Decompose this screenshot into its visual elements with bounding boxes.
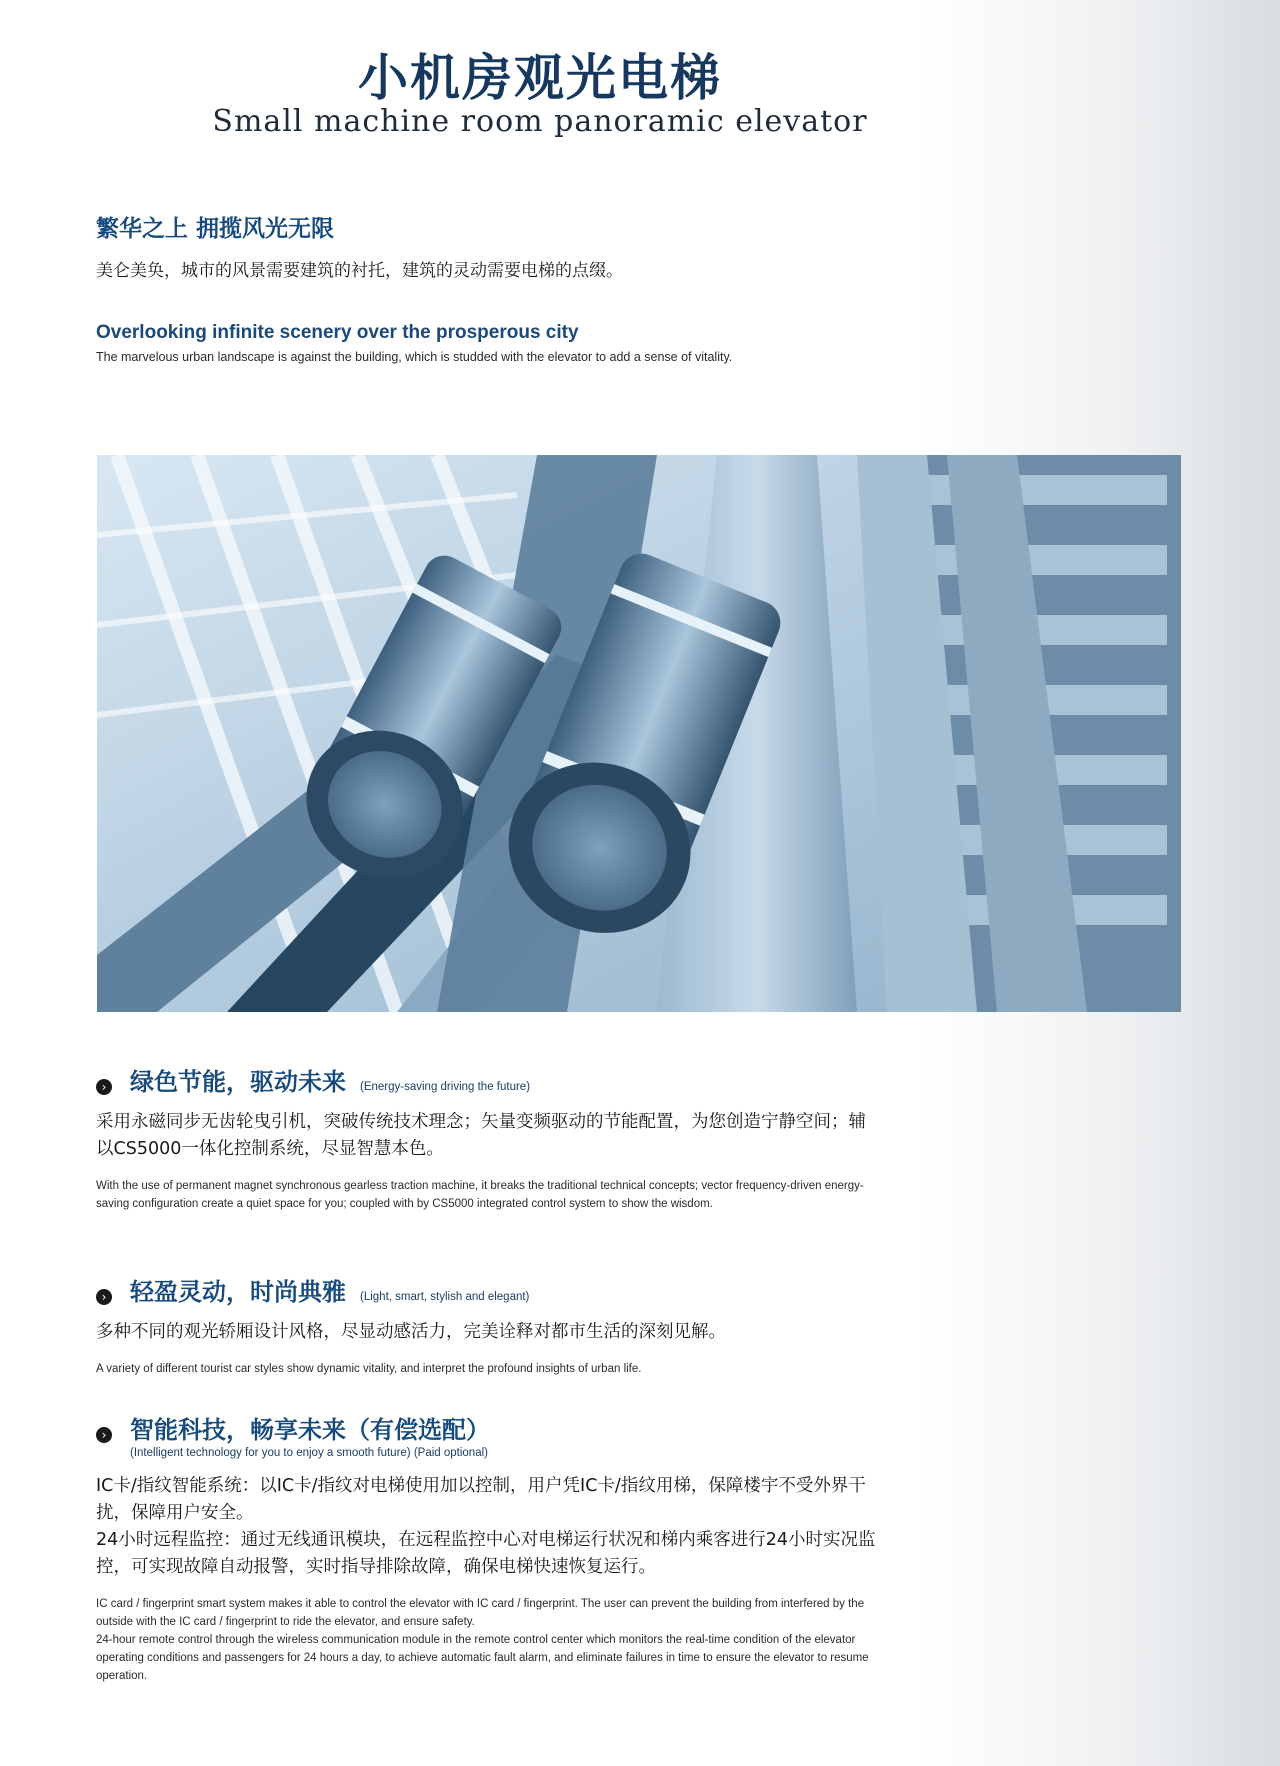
page-subtitle: Small machine room panoramic elevator (212, 104, 868, 139)
panoramic-elevator-photo (97, 455, 1181, 1012)
section-tag: (Intelligent technology for you to enjoy a smooth future) (Paid optional) (130, 1447, 488, 1459)
section-en-text: With the use of permanent magnet synchronous gearless traction machine, it breaks the traditional technical concepts; vector frequency-driven energy-saving configuration create a quiet space for you; coupled with by CS5000 integrated control system to show the wisdom. (96, 1180, 864, 1210)
chevron-right-icon: › (96, 1079, 112, 1095)
section-light-smart (96, 1272, 876, 1378)
chevron-right-icon: › (96, 1427, 112, 1443)
intro-cn-body: 美仑美奂，城市的风景需要建筑的衬托，建筑的灵动需要电梯的点缀。 (96, 261, 623, 281)
chevron-right-icon: › (96, 1289, 112, 1305)
intro-en-heading: Overlooking infinite scenery over the prosperous city (96, 322, 579, 343)
section-intelligent-tech (96, 1410, 876, 1685)
section-tag: (Energy-saving driving the future) (360, 1081, 531, 1093)
section-en-text-ic: IC card / fingerprint smart system makes it able to control the elevator with IC card / fingerprint. The user can prevent the building from interfered by the outside with the IC card / fingerprint to ride the elevator, and ensure safety. (96, 1598, 865, 1628)
section-tag: (Light, smart, stylish and elegant) (360, 1291, 530, 1303)
section-title: 轻盈灵动，时尚典雅 (130, 1278, 346, 1306)
section-en-text: A variety of different tourist car styles show dynamic vitality, and interpret the profound insights of urban life. (96, 1363, 642, 1375)
section-cn-text: 多种不同的观光轿厢设计风格，尽显动感活力，完美诠释对都市生活的深刻见解。 (96, 1322, 726, 1342)
intro-en-body: The marvelous urban landscape is against the building, which is studded with the elevator to add a sense of vitality. (96, 350, 733, 364)
section-title: 智能科技，畅享未来（有偿选配） (130, 1416, 490, 1444)
section-en-text-remote: 24-hour remote control through the wireless communication module in the remote control center which monitors the real-time condition of the elevator operating conditions and passengers for 24 hours a day, to achieve automatic fault alarm, and eliminate failures in time to ensure the elevator to resume operation. (96, 1634, 869, 1682)
section-cn-text-remote: 24小时远程监控：通过无线通讯模块，在远程监控中心对电梯运行状况和梯内乘客进行24小时实况监控，可实现故障自动报警，实时指导排除故障，确保电梯快速恢复运行。 (96, 1530, 876, 1577)
section-energy-saving (96, 1062, 876, 1213)
section-title: 绿色节能，驱动未来 (130, 1068, 346, 1096)
intro-cn-heading: 繁华之上 拥揽风光无限 (96, 216, 335, 242)
section-cn-text-ic: IC卡/指纹智能系统：以IC卡/指纹对电梯使用加以控制，用户凭IC卡/指纹用梯，保障楼宇不受外界干扰，保障用户安全。 (96, 1476, 866, 1523)
section-cn-text: 采用永磁同步无齿轮曳引机，突破传统技术理念；矢量变频驱动的节能配置，为您创造宁静空间；辅以CS5000一体化控制系统，尽显智慧本色。 (96, 1112, 866, 1159)
elevator-illustration (97, 455, 1181, 1012)
page-title: 小机房观光电梯 (358, 49, 722, 107)
